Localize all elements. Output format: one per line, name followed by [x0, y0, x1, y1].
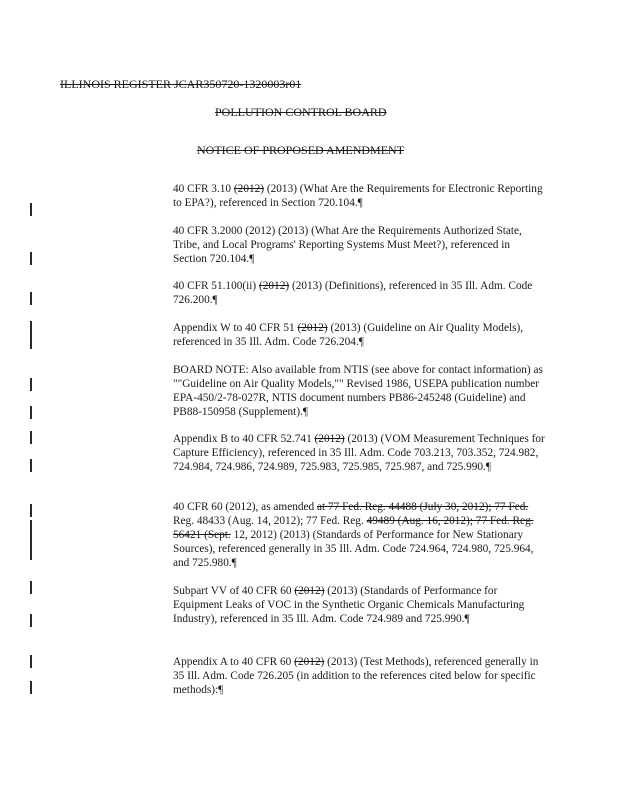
revision-bar — [30, 431, 32, 444]
text-segment: 40 CFR 60 (2012), as amended — [173, 501, 318, 513]
text-segment: Appendix A to 40 CFR 60 — [173, 656, 295, 668]
text-segment: Subpart VV of 40 CFR 60 — [173, 585, 295, 597]
deleted-text: (2012) — [233, 183, 265, 195]
text-segment: (2013) (Guideline on Air Quality Models), referenced in 35 Ill. Adm. Code 726.204.¶ — [173, 322, 524, 348]
deleted-text: (2012) — [259, 280, 290, 292]
deleted-text: at 77 Fed. Reg. 44488 (July 30, 2012); 77 Fed. — [317, 501, 529, 513]
paragraph-40cfr-51-100 — [173, 279, 545, 307]
paragraph-appendix-w — [173, 321, 545, 349]
text-segment: (2013) (Definitions), referenced in 35 Ill. Adm. Code 726.200.¶ — [173, 280, 533, 306]
text-segment: (2013) (Test Methods), referenced generally in 35 Ill. Adm. Code 726.205 (in addition to the references cited below for specific methods):¶ — [173, 656, 539, 696]
revision-bar — [30, 655, 32, 668]
revision-bar — [30, 406, 32, 419]
text-segment: Appendix B to 40 CFR 52.741 — [173, 433, 315, 445]
text-segment: 40 CFR 3.10 — [173, 183, 234, 195]
paragraph-40cfr-3-10 — [173, 182, 545, 210]
register-header: ILLINOIS REGISTER JCAR350720-1320003r01 — [60, 77, 302, 91]
revision-bar — [30, 203, 32, 216]
revision-bar — [30, 614, 32, 627]
text-segment: (2013) (Standards of Performance for Equipment Leaks of VOC in the Synthetic Organic Chemicals Manufacturing Industry), referenced in 35 Ill. Adm. Code 724.989 and 725.990.¶ — [173, 585, 525, 625]
revision-bar — [30, 681, 32, 694]
revision-bar — [30, 321, 32, 349]
paragraph-appendix-b — [173, 432, 545, 474]
revision-bar — [30, 378, 32, 391]
revision-bar — [30, 504, 32, 517]
deleted-text: (2012) — [294, 585, 325, 597]
notice-title: NOTICE OF PROPOSED AMENDMENT — [197, 143, 405, 157]
paragraph-appendix-a — [173, 655, 545, 697]
text-segment: Reg. 48433 (Aug. 14, 2012); 77 Fed. Reg. — [173, 515, 367, 527]
revision-bar — [30, 520, 32, 560]
deleted-text: (2012) — [297, 322, 328, 334]
text-segment: (2013) (What Are the Requirements for Electronic Reporting to EPA?), referenced in Section 720.104.¶ — [173, 183, 543, 209]
deleted-text: 49489 (Aug. 16, 2012); 77 Fed. Reg. 56421 (Sept. — [173, 515, 534, 541]
revision-bar — [30, 252, 32, 265]
revision-bar — [30, 459, 32, 472]
revision-bar — [30, 581, 32, 594]
board-title: POLLUTION CONTROL BOARD — [215, 105, 387, 119]
revision-bar — [30, 292, 32, 305]
paragraph-40cfr-3-2000 — [173, 224, 545, 266]
text-segment: 40 CFR 3.2000 (2012) (2013) (What Are the Requirements Authorized State, Tribe, and Local Programs' Reporting Systems Must Meet?), referenced in Section 720.104.¶ — [173, 225, 522, 265]
deleted-text: (2012) — [294, 656, 325, 668]
paragraph-40cfr-60 — [173, 500, 545, 570]
deleted-text: (2012) — [314, 433, 345, 445]
text-segment: Appendix W to 40 CFR 51 — [173, 322, 298, 334]
text-segment: 12, 2012) (2013) (Standards of Performance for New Stationary Sources), referenced generally in 35 Ill. Adm. Code 724.964, 724.980, 725.964, and 725.980.¶ — [173, 529, 534, 569]
paragraph-subpart-vv — [173, 584, 545, 626]
text-segment: 40 CFR 51.100(ii) — [173, 280, 259, 292]
paragraph-board-note — [173, 363, 545, 419]
text-segment: BOARD NOTE: Also available from NTIS (see above for contact information) as ""Guideline on Air Quality Models,"" Revised 1986, USEPA publication number EPA-450/2-78-027R, NTIS document numbers PB86-245248 (Guideline) and PB88-150958 (Supplement).¶ — [173, 364, 543, 418]
text-segment: (2013) (VOM Measurement Techniques for Capture Efficiency), referenced in 35 Ill. Adm. Code 703.213, 703.352, 724.982, 724.984, 724.986, 724.989, 725.983, 725.985, 725.987, and 725.990.¶ — [173, 433, 545, 473]
